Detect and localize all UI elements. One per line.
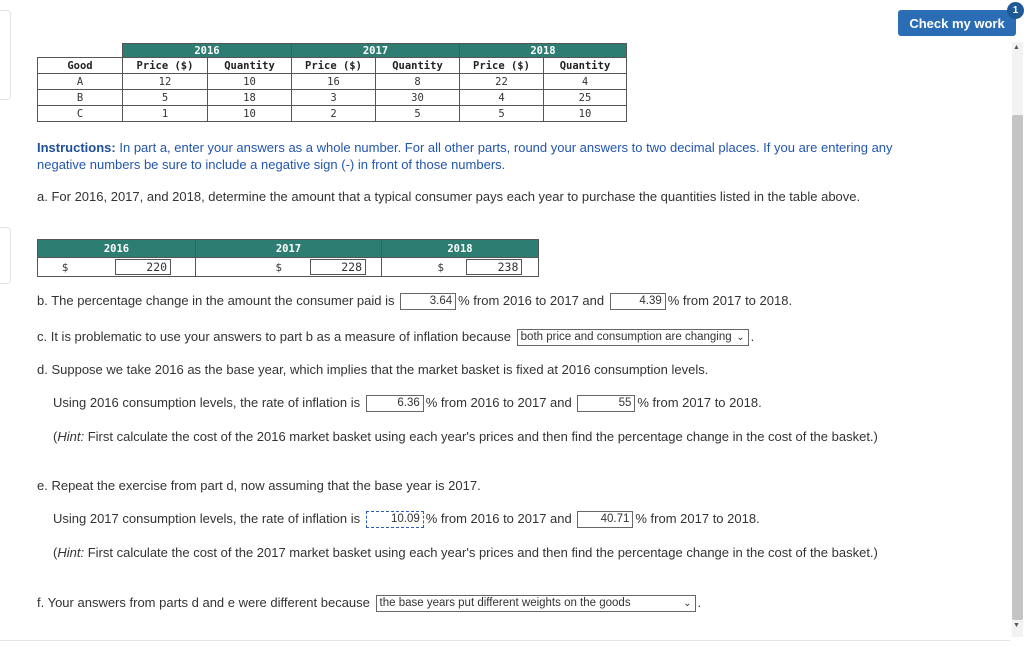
part-b-input-2[interactable]: 4.39 (610, 293, 666, 310)
part-d-input-1[interactable]: 6.36 (366, 395, 424, 412)
part-b-text: % from 2017 to 2018. (667, 293, 793, 308)
bottom-divider (0, 640, 1010, 641)
year-header: 2016 (123, 44, 292, 58)
part-e-input-1[interactable]: 10.09 (366, 511, 424, 528)
hint-text: First calculate the cost of the 2017 market basket using each year's prices and then find the percentage change in the cost of the basket.) (87, 545, 878, 560)
part-d-intro: d. Suppose we take 2016 as the base year, which implies that the market basket is fixed at 2016 consumption levels. (37, 362, 709, 377)
scrollbar-thumb[interactable] (1012, 115, 1023, 620)
table-cell: 5 (460, 106, 544, 122)
currency-symbol: $ (61, 260, 69, 274)
year-header: 2017 (196, 240, 382, 258)
currency-symbol: $ (275, 260, 282, 274)
table-cell: 12 (123, 74, 208, 90)
column-header: Price ($) (292, 58, 376, 74)
column-header: Price ($) (460, 58, 544, 74)
part-d-text: % from 2017 to 2018. (637, 395, 762, 410)
chevron-down-icon: ⌄ (683, 598, 692, 610)
part-c-text: . (750, 329, 755, 344)
table-row (38, 74, 627, 90)
year-header: 2016 (38, 240, 196, 258)
part-e-text: % from 2016 to 2017 and (425, 511, 572, 526)
part-b-input-1[interactable]: 3.64 (400, 293, 456, 310)
table-cell: 5 (123, 90, 208, 106)
table-cell: 8 (376, 74, 460, 90)
table-cell: 10 (544, 106, 627, 122)
cost-2017-input[interactable]: 228 (310, 259, 366, 275)
attempts-badge: 1 (1007, 2, 1024, 19)
part-d-text: % from 2016 to 2017 and (425, 395, 572, 410)
part-b-text: % from 2016 to 2017 and (458, 293, 605, 308)
instructions-label: Instructions: (37, 140, 116, 155)
left-panel-edge-2 (0, 227, 11, 284)
table-cell: 10 (208, 106, 292, 122)
table-cell: 30 (376, 90, 460, 106)
column-header: Price ($) (123, 58, 208, 74)
year-header: 2018 (460, 44, 627, 58)
table-cell: C (38, 106, 123, 122)
table-cell: B (38, 90, 123, 106)
part-d-text: Using 2016 consumption levels, the rate of inflation is (53, 395, 361, 410)
table-cell: 4 (460, 90, 544, 106)
part-f-text: . (697, 595, 702, 610)
table-cell: 1 (123, 106, 208, 122)
part-c-selected: both price and consumption are changing (520, 331, 732, 344)
cost-2018-input[interactable]: 238 (466, 259, 522, 275)
part-e-intro: e. Repeat the exercise from part d, now assuming that the base year is 2017. (37, 478, 481, 493)
part-e-text: Using 2017 consumption levels, the rate of inflation is (53, 511, 361, 526)
table-cell: A (38, 74, 123, 90)
table-cell: 5 (376, 106, 460, 122)
part-e-hint: (Hint: First calculate the cost of the 2017 market basket using each year's prices and then find the percentage change in the cost of the basket.) (53, 545, 878, 560)
column-header: Quantity (376, 58, 460, 74)
table-cell: 22 (460, 74, 544, 90)
part-d-hint: (Hint: First calculate the cost of the 2016 market basket using each year's prices and then find the percentage change in the cost of the basket.) (53, 429, 878, 444)
column-header: Quantity (544, 58, 627, 74)
year-header: 2018 (382, 240, 539, 258)
left-panel-edge (0, 10, 11, 100)
part-c-dropdown[interactable] (517, 329, 749, 346)
hint-label: Hint: (57, 429, 85, 444)
part-f-selected: the base years put different weights on the goods (379, 597, 631, 610)
table-cell: 4 (544, 74, 627, 90)
scroll-down-arrow-icon[interactable]: ▼ (1013, 622, 1020, 629)
instructions-text: In part a, enter your answers as a whole number. For all other parts, round your answers to two decimal places. If you are entering any negative numbers be sure to include a negative sign (-) in front of those numbers. (37, 140, 893, 172)
part-d-input-2[interactable]: 55 (577, 395, 635, 412)
table-cell: 2 (292, 106, 376, 122)
hint-text: First calculate the cost of the 2016 market basket using each year's prices and then find the percentage change in the cost of the basket.) (87, 429, 878, 444)
part-f (37, 595, 701, 612)
part-d (53, 395, 762, 412)
part-f-text: f. Your answers from parts d and e were different because (37, 595, 370, 610)
part-a-answer-table (37, 239, 539, 277)
part-e-text: % from 2017 to 2018. (635, 511, 760, 526)
part-c-text: c. It is problematic to use your answers to part b as a measure of inflation because (37, 329, 512, 344)
chevron-down-icon: ⌄ (736, 332, 745, 344)
part-a-question: a. For 2016, 2017, and 2018, determine the amount that a typical consumer pays each year to purchase the quantities listed in the table above. (37, 189, 861, 204)
part-f-dropdown[interactable] (376, 595, 696, 612)
year-header: 2017 (292, 44, 460, 58)
part-e (53, 511, 760, 528)
table-cell: 10 (208, 74, 292, 90)
table-cell: 3 (292, 90, 376, 106)
scroll-up-arrow-icon[interactable]: ▲ (1013, 44, 1020, 51)
currency-symbol: $ (437, 260, 444, 274)
table-cell: 16 (292, 74, 376, 90)
column-header: Quantity (208, 58, 292, 74)
table-cell: 18 (208, 90, 292, 106)
part-e-input-2[interactable]: 40.71 (577, 511, 633, 528)
cost-2016-input[interactable]: 220 (115, 259, 171, 275)
table-row (38, 106, 627, 122)
part-c (37, 329, 754, 346)
hint-label: Hint: (57, 545, 85, 560)
table-cell: 25 (544, 90, 627, 106)
instructions (37, 140, 937, 173)
column-header: Good (38, 58, 123, 74)
part-b-text: b. The percentage change in the amount the consumer paid is (37, 293, 395, 308)
check-my-work-button[interactable]: Check my work (898, 10, 1016, 36)
price-quantity-table (37, 43, 627, 122)
table-row (38, 90, 627, 106)
part-b (37, 293, 792, 310)
